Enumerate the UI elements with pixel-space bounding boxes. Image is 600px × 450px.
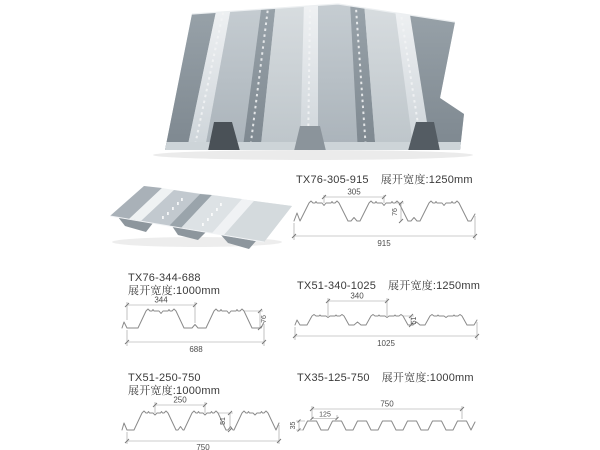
dim-cover: 688 (189, 345, 203, 354)
diagram-title (296, 174, 484, 186)
model-label: TX76-305-915 (296, 174, 369, 186)
dim-height: 51 (220, 417, 227, 425)
model-label: TX51-250-750 (128, 372, 201, 384)
profile-drawing (292, 397, 537, 447)
expanded-width-label: 展开宽度:1250mm (388, 280, 481, 292)
profile-path (295, 315, 477, 326)
diagram-title (128, 272, 283, 297)
dimension-pitch (322, 188, 386, 204)
dim-height: 76 (392, 208, 399, 216)
dim-pitch: 340 (350, 291, 364, 301)
model-label: TX76-344-688 (128, 272, 201, 284)
dimension-pitch (326, 292, 389, 317)
dim-pitch: 250 (173, 395, 187, 405)
deck-sheet (158, 2, 468, 154)
profile-path (294, 201, 475, 221)
diagram-tx51-250-750 (111, 372, 283, 450)
diagram-title (297, 280, 492, 292)
dimension-cover (292, 216, 477, 248)
profile-path (303, 421, 475, 430)
dim-height: 35 (290, 421, 297, 430)
dimension-height (290, 420, 305, 432)
deck-photo-large (138, 2, 472, 160)
dim-pitch: 125 (319, 411, 331, 419)
dim-cover: 915 (377, 239, 391, 248)
dimension-cover (310, 400, 464, 420)
dimension-height (392, 201, 404, 223)
profile-drawing (111, 397, 283, 450)
diagram-tx51-340-1025 (292, 280, 492, 350)
diagram-tx76-305-915 (292, 174, 484, 250)
photo-shadow (153, 150, 473, 160)
profile-drawing (292, 291, 492, 350)
expanded-width-label: 展开宽度:1000mm (381, 372, 474, 384)
dim-pitch: 344 (154, 295, 168, 305)
dim-height: 51 (411, 316, 418, 325)
dim-cover: 750 (196, 443, 210, 450)
dimension-pitch (125, 296, 197, 324)
dimension-pitch (311, 412, 339, 421)
dimension-cover (125, 425, 281, 450)
expanded-width-label: 展开宽度:1000mm (128, 285, 221, 297)
dimension-pitch (153, 396, 207, 414)
diagram-tx76-344-688 (111, 272, 283, 358)
dimension-cover (293, 322, 479, 348)
diagram-title (128, 372, 283, 397)
model-label: TX35-125-750 (297, 372, 370, 384)
model-label: TX51-340-1025 (297, 280, 377, 292)
expanded-width-label: 展开宽度:1000mm (128, 385, 221, 397)
dim-height: 76 (261, 315, 268, 323)
deck-photo-small (102, 170, 296, 252)
dim-pitch: 305 (347, 187, 361, 197)
dim-cover: 1025 (377, 339, 395, 348)
profile-path (122, 411, 279, 430)
dimension-cover (125, 324, 266, 354)
diagram-title (297, 372, 537, 384)
dim-cover: 750 (380, 399, 394, 409)
profile-drawing (111, 295, 283, 358)
expanded-width-label: 展开宽度:1250mm (380, 174, 473, 186)
profile-drawing (292, 187, 484, 250)
profile-path (122, 309, 264, 328)
diagram-tx35-125-750 (292, 372, 537, 447)
